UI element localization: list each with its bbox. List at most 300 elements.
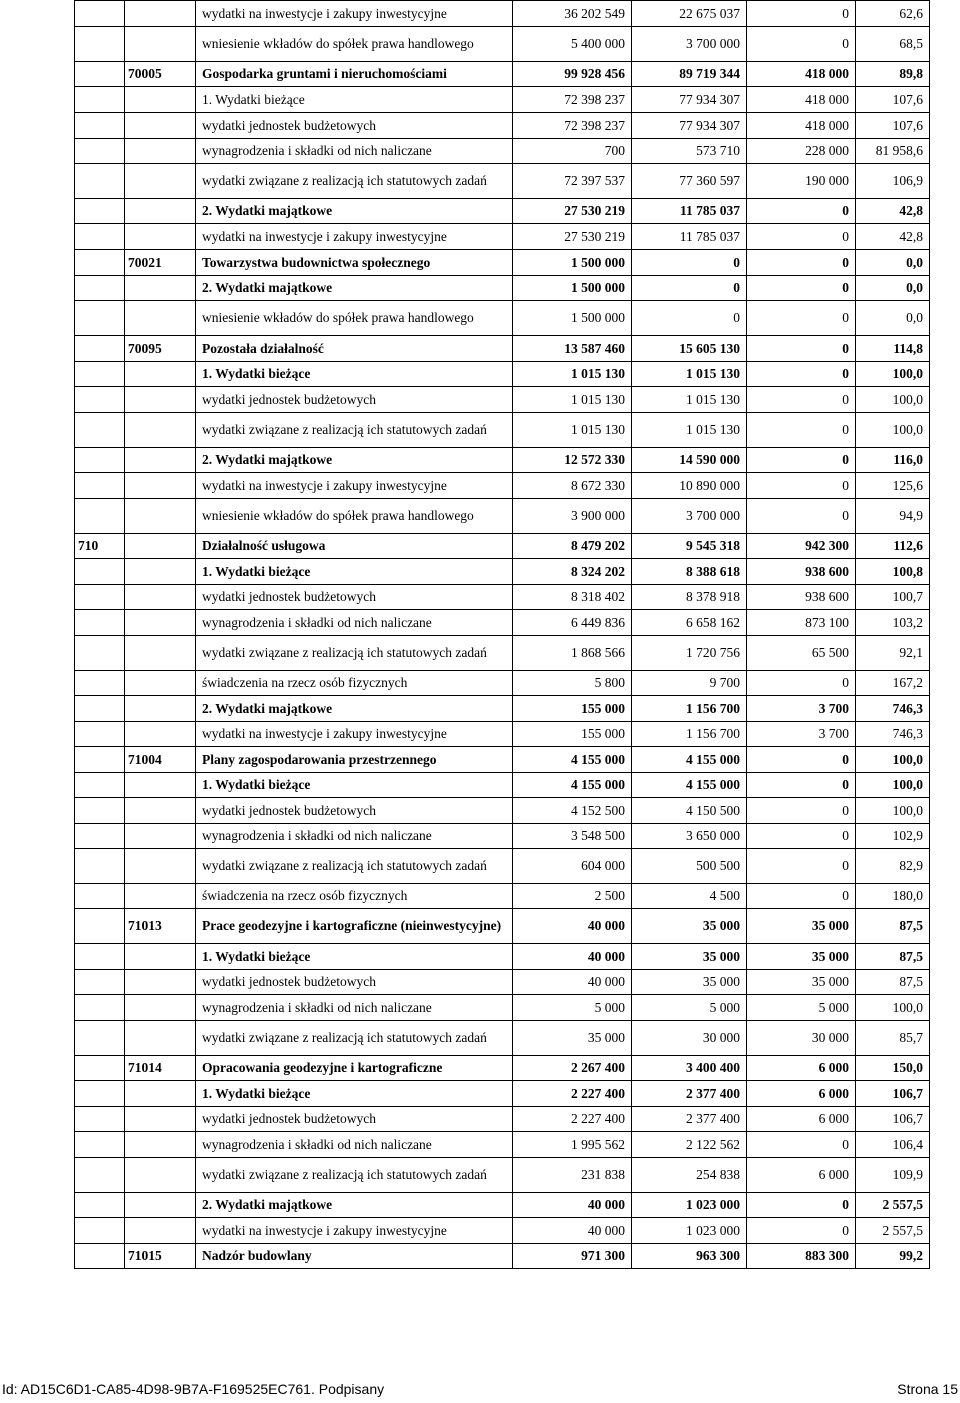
wykonanie-cell: 2 377 400 xyxy=(632,1107,747,1132)
dzial-cell xyxy=(75,747,125,773)
plan-cell: 40 000 xyxy=(513,944,632,970)
dzial-cell xyxy=(75,636,125,671)
plan-cell: 72 398 237 xyxy=(513,87,632,113)
table-row xyxy=(75,473,930,499)
wykonanie-cell: 963 300 xyxy=(632,1244,747,1269)
table-row xyxy=(75,1244,930,1269)
page-footer xyxy=(0,1381,960,1401)
description-cell: wydatki na inwestycje i zakupy inwestycyjne xyxy=(196,1,513,27)
description-cell: wniesienie wkładów do spółek prawa handlowego xyxy=(196,27,513,62)
plan-cell: 8 318 402 xyxy=(513,585,632,610)
plan-cell: 4 155 000 xyxy=(513,773,632,798)
dzial-cell xyxy=(75,413,125,448)
niewygasajace-cell: 0 xyxy=(747,798,856,824)
dzial-cell xyxy=(75,387,125,413)
percent-cell: 103,2 xyxy=(856,610,930,636)
plan-cell: 1 015 130 xyxy=(513,413,632,448)
percent-cell: 87,5 xyxy=(856,909,930,944)
wykonanie-cell: 35 000 xyxy=(632,970,747,995)
table-row xyxy=(75,499,930,534)
wykonanie-cell: 4 155 000 xyxy=(632,773,747,798)
plan-cell: 5 000 xyxy=(513,995,632,1021)
dzial-cell xyxy=(75,448,125,473)
description-cell: wydatki związane z realizacją ich statutowych zadań xyxy=(196,1021,513,1056)
niewygasajace-cell: 0 xyxy=(747,250,856,276)
rozdzial-cell xyxy=(125,301,196,336)
niewygasajace-cell: 942 300 xyxy=(747,534,856,559)
plan-cell: 4 152 500 xyxy=(513,798,632,824)
rozdzial-cell: 70005 xyxy=(125,62,196,87)
plan-cell: 6 449 836 xyxy=(513,610,632,636)
wykonanie-cell: 30 000 xyxy=(632,1021,747,1056)
niewygasajace-cell: 0 xyxy=(747,199,856,224)
dzial-cell xyxy=(75,62,125,87)
wykonanie-cell: 4 155 000 xyxy=(632,747,747,773)
plan-cell: 4 155 000 xyxy=(513,747,632,773)
niewygasajace-cell: 0 xyxy=(747,1,856,27)
wykonanie-cell: 89 719 344 xyxy=(632,62,747,87)
dzial-cell xyxy=(75,559,125,585)
dzial-cell xyxy=(75,773,125,798)
percent-cell: 92,1 xyxy=(856,636,930,671)
plan-cell: 155 000 xyxy=(513,722,632,747)
wykonanie-cell: 3 400 400 xyxy=(632,1056,747,1081)
plan-cell: 1 015 130 xyxy=(513,362,632,387)
rozdzial-cell xyxy=(125,276,196,301)
percent-cell: 2 557,5 xyxy=(856,1193,930,1218)
table-row xyxy=(75,559,930,585)
percent-cell: 2 557,5 xyxy=(856,1218,930,1244)
plan-cell: 155 000 xyxy=(513,696,632,722)
percent-cell: 116,0 xyxy=(856,448,930,473)
niewygasajace-cell: 65 500 xyxy=(747,636,856,671)
table-row xyxy=(75,113,930,139)
rozdzial-cell xyxy=(125,473,196,499)
description-cell: wniesienie wkładów do spółek prawa handlowego xyxy=(196,301,513,336)
dzial-cell xyxy=(75,113,125,139)
description-cell: 1. Wydatki bieżące xyxy=(196,773,513,798)
niewygasajace-cell: 0 xyxy=(747,499,856,534)
niewygasajace-cell: 938 600 xyxy=(747,559,856,585)
wykonanie-cell: 77 934 307 xyxy=(632,113,747,139)
rozdzial-cell xyxy=(125,499,196,534)
description-cell: Działalność usługowa xyxy=(196,534,513,559)
dzial-cell xyxy=(75,1244,125,1269)
table-row xyxy=(75,671,930,696)
plan-cell: 5 400 000 xyxy=(513,27,632,62)
table-row xyxy=(75,224,930,250)
percent-cell: 100,0 xyxy=(856,798,930,824)
wykonanie-cell: 10 890 000 xyxy=(632,473,747,499)
rozdzial-cell xyxy=(125,944,196,970)
table-row xyxy=(75,362,930,387)
rozdzial-cell xyxy=(125,824,196,849)
description-cell: 2. Wydatki majątkowe xyxy=(196,448,513,473)
niewygasajace-cell: 0 xyxy=(747,301,856,336)
wykonanie-cell: 5 000 xyxy=(632,995,747,1021)
niewygasajace-cell: 0 xyxy=(747,362,856,387)
description-cell: wydatki jednostek budżetowych xyxy=(196,798,513,824)
rozdzial-cell xyxy=(125,1,196,27)
plan-cell: 40 000 xyxy=(513,1218,632,1244)
table-body xyxy=(75,1,930,1269)
dzial-cell xyxy=(75,585,125,610)
description-cell: wydatki związane z realizacją ich statutowych zadań xyxy=(196,413,513,448)
rozdzial-cell xyxy=(125,199,196,224)
rozdzial-cell xyxy=(125,970,196,995)
table-row xyxy=(75,301,930,336)
percent-cell: 112,6 xyxy=(856,534,930,559)
percent-cell: 85,7 xyxy=(856,1021,930,1056)
plan-cell: 971 300 xyxy=(513,1244,632,1269)
table-row xyxy=(75,1193,930,1218)
percent-cell: 746,3 xyxy=(856,722,930,747)
wykonanie-cell: 0 xyxy=(632,250,747,276)
dzial-cell xyxy=(75,995,125,1021)
wykonanie-cell: 1 015 130 xyxy=(632,362,747,387)
plan-cell: 2 227 400 xyxy=(513,1107,632,1132)
wykonanie-cell: 4 150 500 xyxy=(632,798,747,824)
table-row xyxy=(75,199,930,224)
dzial-cell xyxy=(75,884,125,909)
rozdzial-cell xyxy=(125,722,196,747)
dzial-cell xyxy=(75,944,125,970)
description-cell: wydatki związane z realizacją ich statutowych zadań xyxy=(196,164,513,199)
document-id: Id: AD15C6D1-CA85-4D98-9B7A-F169525EC761. Podpisany xyxy=(2,1381,385,1397)
niewygasajace-cell: 35 000 xyxy=(747,944,856,970)
niewygasajace-cell: 0 xyxy=(747,773,856,798)
plan-cell: 3 548 500 xyxy=(513,824,632,849)
rozdzial-cell xyxy=(125,1193,196,1218)
table-row xyxy=(75,1218,930,1244)
rozdzial-cell xyxy=(125,1021,196,1056)
rozdzial-cell xyxy=(125,671,196,696)
rozdzial-cell xyxy=(125,1132,196,1158)
dzial-cell xyxy=(75,970,125,995)
dzial-cell xyxy=(75,499,125,534)
dzial-cell xyxy=(75,849,125,884)
percent-cell: 150,0 xyxy=(856,1056,930,1081)
description-cell: świadczenia na rzecz osób fizycznych xyxy=(196,671,513,696)
plan-cell: 27 530 219 xyxy=(513,224,632,250)
table-row xyxy=(75,1,930,27)
rozdzial-cell xyxy=(125,610,196,636)
rozdzial-cell xyxy=(125,696,196,722)
percent-cell: 0,0 xyxy=(856,301,930,336)
wykonanie-cell: 4 500 xyxy=(632,884,747,909)
plan-cell: 604 000 xyxy=(513,849,632,884)
rozdzial-cell xyxy=(125,87,196,113)
niewygasajace-cell: 5 000 xyxy=(747,995,856,1021)
table-row xyxy=(75,1107,930,1132)
description-cell: wydatki na inwestycje i zakupy inwestycyjne xyxy=(196,224,513,250)
rozdzial-cell xyxy=(125,1218,196,1244)
plan-cell: 99 928 456 xyxy=(513,62,632,87)
dzial-cell xyxy=(75,224,125,250)
rozdzial-cell xyxy=(125,27,196,62)
niewygasajace-cell: 0 xyxy=(747,1132,856,1158)
dzial-cell xyxy=(75,1,125,27)
description-cell: wydatki jednostek budżetowych xyxy=(196,387,513,413)
niewygasajace-cell: 418 000 xyxy=(747,113,856,139)
wykonanie-cell: 77 360 597 xyxy=(632,164,747,199)
table-row xyxy=(75,62,930,87)
percent-cell: 68,5 xyxy=(856,27,930,62)
wykonanie-cell: 2 377 400 xyxy=(632,1081,747,1107)
table-row xyxy=(75,849,930,884)
plan-cell: 3 900 000 xyxy=(513,499,632,534)
wykonanie-cell: 500 500 xyxy=(632,849,747,884)
percent-cell: 106,4 xyxy=(856,1132,930,1158)
plan-cell: 2 267 400 xyxy=(513,1056,632,1081)
table-row xyxy=(75,722,930,747)
description-cell: Prace geodezyjne i kartograficzne (nieinwestycyjne) xyxy=(196,909,513,944)
table-row xyxy=(75,1132,930,1158)
description-cell: wydatki jednostek budżetowych xyxy=(196,1107,513,1132)
wykonanie-cell: 0 xyxy=(632,301,747,336)
niewygasajace-cell: 0 xyxy=(747,448,856,473)
percent-cell: 125,6 xyxy=(856,473,930,499)
wykonanie-cell: 3 650 000 xyxy=(632,824,747,849)
percent-cell: 100,0 xyxy=(856,747,930,773)
table-row xyxy=(75,884,930,909)
dzial-cell xyxy=(75,909,125,944)
rozdzial-cell xyxy=(125,1107,196,1132)
description-cell: wydatki związane z realizacją ich statutowych zadań xyxy=(196,636,513,671)
niewygasajace-cell: 938 600 xyxy=(747,585,856,610)
table-row xyxy=(75,773,930,798)
dzial-cell xyxy=(75,336,125,362)
wykonanie-cell: 0 xyxy=(632,276,747,301)
percent-cell: 87,5 xyxy=(856,970,930,995)
dzial-cell xyxy=(75,27,125,62)
percent-cell: 106,7 xyxy=(856,1081,930,1107)
table-row xyxy=(75,798,930,824)
table-row xyxy=(75,1081,930,1107)
plan-cell: 1 500 000 xyxy=(513,276,632,301)
dzial-cell xyxy=(75,301,125,336)
dzial-cell xyxy=(75,1056,125,1081)
plan-cell: 8 324 202 xyxy=(513,559,632,585)
percent-cell: 114,8 xyxy=(856,336,930,362)
plan-cell: 27 530 219 xyxy=(513,199,632,224)
wykonanie-cell: 77 934 307 xyxy=(632,87,747,113)
description-cell: wydatki związane z realizacją ich statutowych zadań xyxy=(196,849,513,884)
niewygasajace-cell: 30 000 xyxy=(747,1021,856,1056)
niewygasajace-cell: 883 300 xyxy=(747,1244,856,1269)
percent-cell: 0,0 xyxy=(856,250,930,276)
percent-cell: 82,9 xyxy=(856,849,930,884)
description-cell: wydatki na inwestycje i zakupy inwestycyjne xyxy=(196,473,513,499)
table-row xyxy=(75,824,930,849)
rozdzial-cell xyxy=(125,1081,196,1107)
dzial-cell: 710 xyxy=(75,534,125,559)
dzial-cell xyxy=(75,1218,125,1244)
rozdzial-cell xyxy=(125,798,196,824)
table-row xyxy=(75,909,930,944)
niewygasajace-cell: 6 000 xyxy=(747,1056,856,1081)
niewygasajace-cell: 0 xyxy=(747,27,856,62)
niewygasajace-cell: 6 000 xyxy=(747,1158,856,1193)
wykonanie-cell: 6 658 162 xyxy=(632,610,747,636)
rozdzial-cell: 71014 xyxy=(125,1056,196,1081)
table-row xyxy=(75,636,930,671)
dzial-cell xyxy=(75,276,125,301)
rozdzial-cell xyxy=(125,1158,196,1193)
description-cell: wynagrodzenia i składki od nich naliczane xyxy=(196,824,513,849)
wykonanie-cell: 8 388 618 xyxy=(632,559,747,585)
rozdzial-cell xyxy=(125,849,196,884)
rozdzial-cell xyxy=(125,995,196,1021)
description-cell: 2. Wydatki majątkowe xyxy=(196,276,513,301)
description-cell: 1. Wydatki bieżące xyxy=(196,87,513,113)
description-cell: 1. Wydatki bieżące xyxy=(196,944,513,970)
dzial-cell xyxy=(75,250,125,276)
rozdzial-cell xyxy=(125,636,196,671)
plan-cell: 12 572 330 xyxy=(513,448,632,473)
table-row xyxy=(75,1158,930,1193)
percent-cell: 100,0 xyxy=(856,362,930,387)
description-cell: Opracowania geodezyjne i kartograficzne xyxy=(196,1056,513,1081)
dzial-cell xyxy=(75,1021,125,1056)
percent-cell: 100,0 xyxy=(856,773,930,798)
table-row xyxy=(75,448,930,473)
rozdzial-cell xyxy=(125,139,196,164)
niewygasajace-cell: 0 xyxy=(747,671,856,696)
description-cell: świadczenia na rzecz osób fizycznych xyxy=(196,884,513,909)
description-cell: Towarzystwa budownictwa społecznego xyxy=(196,250,513,276)
percent-cell: 81 958,6 xyxy=(856,139,930,164)
description-cell: wydatki na inwestycje i zakupy inwestycyjne xyxy=(196,722,513,747)
percent-cell: 106,9 xyxy=(856,164,930,199)
niewygasajace-cell: 873 100 xyxy=(747,610,856,636)
niewygasajace-cell: 418 000 xyxy=(747,62,856,87)
table-row xyxy=(75,610,930,636)
niewygasajace-cell: 190 000 xyxy=(747,164,856,199)
niewygasajace-cell: 0 xyxy=(747,387,856,413)
wykonanie-cell: 11 785 037 xyxy=(632,224,747,250)
description-cell: wydatki jednostek budżetowych xyxy=(196,970,513,995)
rozdzial-cell xyxy=(125,362,196,387)
niewygasajace-cell: 418 000 xyxy=(747,87,856,113)
dzial-cell xyxy=(75,798,125,824)
description-cell: Pozostała działalność xyxy=(196,336,513,362)
table-row xyxy=(75,336,930,362)
description-cell: 1. Wydatki bieżące xyxy=(196,1081,513,1107)
rozdzial-cell: 70021 xyxy=(125,250,196,276)
wykonanie-cell: 2 122 562 xyxy=(632,1132,747,1158)
rozdzial-cell xyxy=(125,534,196,559)
percent-cell: 100,8 xyxy=(856,559,930,585)
percent-cell: 89,8 xyxy=(856,62,930,87)
niewygasajace-cell: 3 700 xyxy=(747,696,856,722)
wykonanie-cell: 1 156 700 xyxy=(632,722,747,747)
wykonanie-cell: 1 015 130 xyxy=(632,413,747,448)
description-cell: Nadzór budowlany xyxy=(196,1244,513,1269)
percent-cell: 99,2 xyxy=(856,1244,930,1269)
rozdzial-cell xyxy=(125,559,196,585)
table-row xyxy=(75,413,930,448)
table-row xyxy=(75,276,930,301)
table-row xyxy=(75,534,930,559)
dzial-cell xyxy=(75,1158,125,1193)
plan-cell: 2 500 xyxy=(513,884,632,909)
rozdzial-cell xyxy=(125,113,196,139)
plan-cell: 700 xyxy=(513,139,632,164)
description-cell: 1. Wydatki bieżące xyxy=(196,559,513,585)
dzial-cell xyxy=(75,1081,125,1107)
niewygasajace-cell: 6 000 xyxy=(747,1107,856,1132)
percent-cell: 102,9 xyxy=(856,824,930,849)
plan-cell: 1 995 562 xyxy=(513,1132,632,1158)
niewygasajace-cell: 35 000 xyxy=(747,909,856,944)
table-row xyxy=(75,970,930,995)
wykonanie-cell: 14 590 000 xyxy=(632,448,747,473)
wykonanie-cell: 254 838 xyxy=(632,1158,747,1193)
table-row xyxy=(75,250,930,276)
niewygasajace-cell: 3 700 xyxy=(747,722,856,747)
description-cell: wynagrodzenia i składki od nich naliczane xyxy=(196,995,513,1021)
rozdzial-cell xyxy=(125,413,196,448)
dzial-cell xyxy=(75,87,125,113)
niewygasajace-cell: 0 xyxy=(747,413,856,448)
percent-cell: 62,6 xyxy=(856,1,930,27)
description-cell: wniesienie wkładów do spółek prawa handlowego xyxy=(196,499,513,534)
percent-cell: 100,0 xyxy=(856,413,930,448)
dzial-cell xyxy=(75,362,125,387)
wykonanie-cell: 8 378 918 xyxy=(632,585,747,610)
niewygasajace-cell: 6 000 xyxy=(747,1081,856,1107)
dzial-cell xyxy=(75,1132,125,1158)
percent-cell: 94,9 xyxy=(856,499,930,534)
wykonanie-cell: 1 023 000 xyxy=(632,1193,747,1218)
niewygasajace-cell: 0 xyxy=(747,276,856,301)
description-cell: wydatki na inwestycje i zakupy inwestycyjne xyxy=(196,1218,513,1244)
table-row xyxy=(75,164,930,199)
rozdzial-cell: 71013 xyxy=(125,909,196,944)
dzial-cell xyxy=(75,1107,125,1132)
niewygasajace-cell: 0 xyxy=(747,884,856,909)
percent-cell: 42,8 xyxy=(856,224,930,250)
rozdzial-cell xyxy=(125,448,196,473)
description-cell: wynagrodzenia i składki od nich naliczane xyxy=(196,1132,513,1158)
description-cell: wynagrodzenia i składki od nich naliczane xyxy=(196,610,513,636)
budget-table xyxy=(74,0,930,1269)
plan-cell: 40 000 xyxy=(513,1193,632,1218)
description-cell: 2. Wydatki majątkowe xyxy=(196,696,513,722)
wykonanie-cell: 35 000 xyxy=(632,909,747,944)
wykonanie-cell: 1 023 000 xyxy=(632,1218,747,1244)
wykonanie-cell: 11 785 037 xyxy=(632,199,747,224)
niewygasajace-cell: 0 xyxy=(747,824,856,849)
wykonanie-cell: 3 700 000 xyxy=(632,27,747,62)
plan-cell: 72 398 237 xyxy=(513,113,632,139)
plan-cell: 1 500 000 xyxy=(513,250,632,276)
table-row xyxy=(75,747,930,773)
percent-cell: 109,9 xyxy=(856,1158,930,1193)
niewygasajace-cell: 0 xyxy=(747,747,856,773)
table-row xyxy=(75,944,930,970)
plan-cell: 1 868 566 xyxy=(513,636,632,671)
wykonanie-cell: 1 720 756 xyxy=(632,636,747,671)
table-row xyxy=(75,995,930,1021)
rozdzial-cell xyxy=(125,164,196,199)
plan-cell: 231 838 xyxy=(513,1158,632,1193)
niewygasajace-cell: 0 xyxy=(747,1218,856,1244)
description-cell: wydatki jednostek budżetowych xyxy=(196,113,513,139)
percent-cell: 167,2 xyxy=(856,671,930,696)
percent-cell: 107,6 xyxy=(856,113,930,139)
